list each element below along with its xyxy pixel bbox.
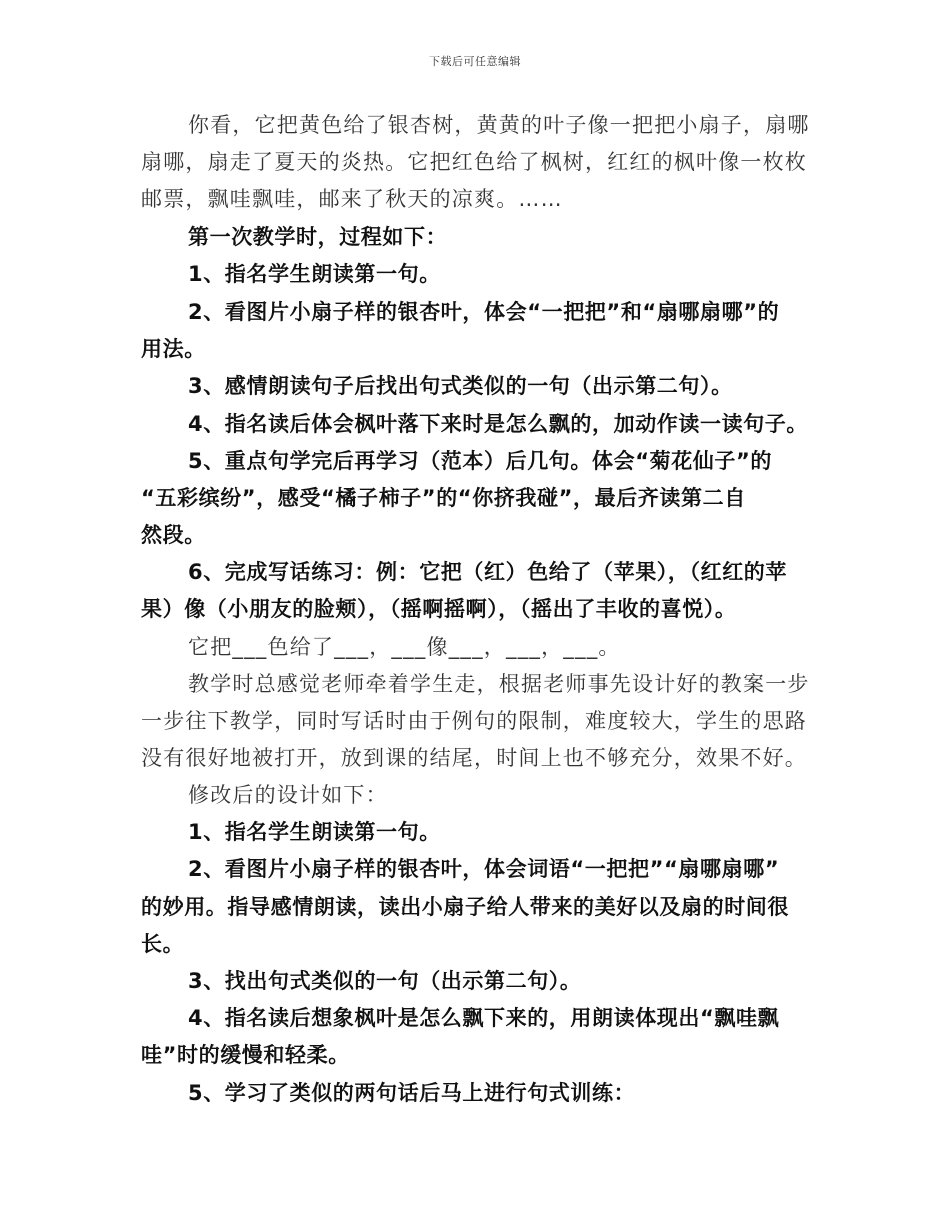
text-line: 哇”时的缓慢和轻柔。 <box>141 1043 350 1067</box>
text-line: 没有很好地被打开，放到课的结尾，时间上也不够充分，效果不好。 <box>141 746 807 770</box>
text-line: 一步往下教学，同时写话时由于例句的限制，难度较大，学生的思路 <box>141 709 807 733</box>
text-line: 6、完成写话练习：例：它把（红）色给了（苹果），（红红的苹 <box>188 560 788 584</box>
text-line: 5、学习了类似的两句话后马上进行句式训练： <box>188 1081 636 1105</box>
text-line: 邮票，飘哇飘哇，邮来了秋天的凉爽。…… <box>141 187 563 211</box>
text-line: 1、指名学生朗读第一句。 <box>188 262 441 286</box>
text-line: 你看，它把黄色给了银杏树，黄黄的叶子像一把把小扇子，扇哪 <box>188 113 810 137</box>
text-line: 2、看图片小扇子样的银杏叶，体会词语“一把把”“扇哪扇哪” <box>188 857 780 881</box>
text-line: 它把___色给了___，___像___，___，___。 <box>188 635 621 659</box>
text-line: 1、指名学生朗读第一句。 <box>188 820 441 844</box>
text-line: 用法。 <box>141 337 206 361</box>
text-line: 教学时总感觉老师牵着学生走，根据老师事先设计好的教案一步 <box>188 672 810 696</box>
text-line: 4、指名读后体会枫叶落下来时是怎么飘的，加动作读一读句子。 <box>188 412 809 436</box>
text-line: 3、找出句式类似的一句（出示第二句）。 <box>188 969 582 993</box>
text-line: “五彩缤纷”，感受“橘子柿子”的“你挤我碰”，最后齐读第二自 <box>141 486 746 510</box>
text-line: 然段。 <box>141 523 206 547</box>
text-line: 2、看图片小扇子样的银杏叶，体会“一把把”和“扇哪扇哪”的 <box>188 300 780 324</box>
text-line: 3、感情朗读句子后找出句式类似的一句（出示第二句）。 <box>188 374 733 398</box>
text-line: 第一次教学时，过程如下： <box>188 225 448 249</box>
text-line: 5、重点句学完后再学习（范本）后几句。体会“菊花仙子”的 <box>188 449 773 473</box>
text-line: 4、指名读后想象枫叶是怎么飘下来的，用朗读体现出“飘哇飘 <box>188 1006 780 1030</box>
text-line: 扇哪，扇走了夏天的炎热。它把红色给了枫树，红红的枫叶像一枚枚 <box>141 150 807 174</box>
page-header: 下载后可任意编辑 <box>429 55 521 68</box>
text-line: 果）像（小朋友的脸颊），（摇啊摇啊），（摇出了丰收的喜悦）。 <box>141 597 737 621</box>
text-line: 修改后的设计如下： <box>188 783 388 807</box>
text-line: 的妙用。指导感情朗读，读出小扇子给人带来的美好以及扇的时间很 <box>141 895 789 919</box>
text-line: 长。 <box>141 932 185 956</box>
